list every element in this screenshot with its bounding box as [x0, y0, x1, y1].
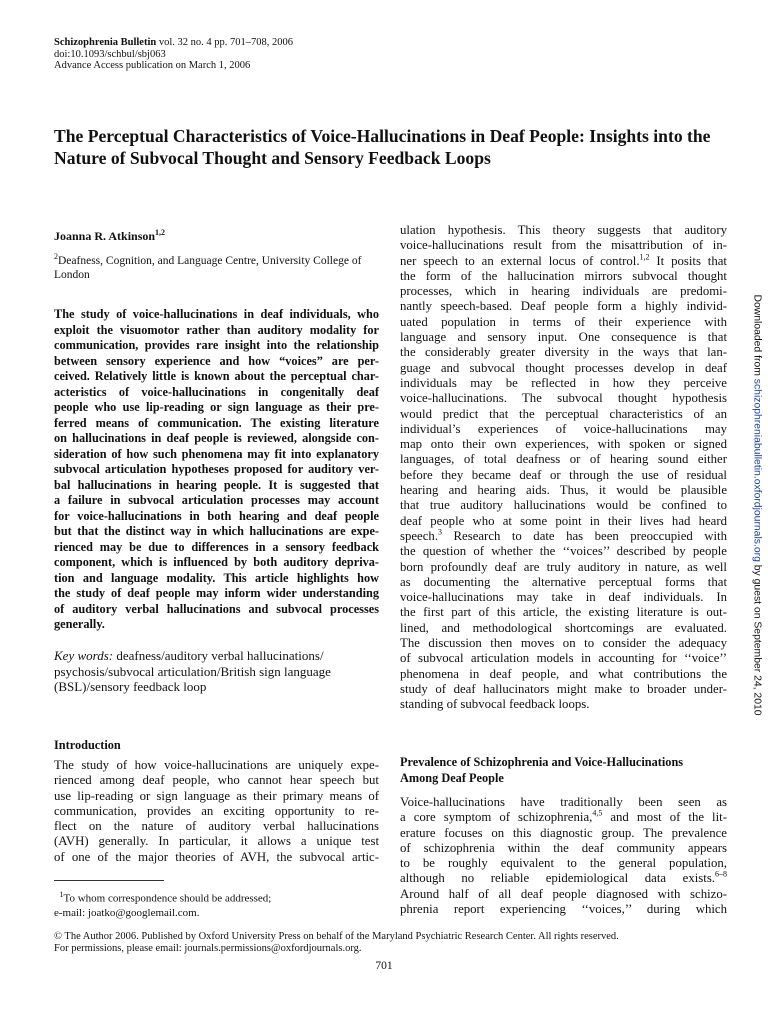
- body-line: to be roughly equivalent to the general population,: [400, 856, 727, 871]
- doi: doi:10.1093/schbul/sbj063: [54, 48, 166, 60]
- body-line: the considerably greater diversity in the ways that lan-: [400, 345, 727, 360]
- body-line-part: and most of the lit-: [602, 810, 727, 825]
- heading-line: Prevalence of Schizophrenia and Voice-Hallucinations: [400, 755, 684, 769]
- footnote-text: To whom correspondence should be addressed;: [63, 892, 272, 905]
- keywords-line: deafness/auditory verbal hallucinations/: [113, 648, 324, 663]
- intro-line: use lip-reading or sign language as their primary means of: [54, 788, 379, 803]
- body-line: hearing and hearing aids. Thus, it would be plausible: [400, 483, 727, 498]
- body-line: guage and subvocal thought processes develop in deaf: [400, 360, 727, 375]
- affiliation: [54, 250, 384, 282]
- abstract-line: sideration of how such phenomena may fit into explanatory: [54, 446, 379, 461]
- prevalence-body: [400, 795, 727, 917]
- author-name: Joanna R. Atkinson: [54, 229, 156, 243]
- copyright-line: © The Author 2006. Published by Oxford University Press on behalf of the Maryland Psychiatric Research Center. All rights reserved.: [54, 931, 619, 942]
- copyright-notice: [54, 931, 714, 955]
- abstract-line: of auditory verbal hallucinations and subvocal processes: [54, 601, 379, 616]
- body-line: Voice-hallucinations have traditionally been seen as: [400, 795, 727, 809]
- abstract-line: generally.: [54, 617, 105, 631]
- abstract-line: the study of deaf people may inform wider understanding: [54, 586, 379, 600]
- abstract-line: on hallucinations in deaf people is reviewed, alongside con-: [54, 431, 379, 445]
- download-suffix: by guest on September 24, 2010: [751, 561, 763, 716]
- body-line: ulation hypothesis. This theory suggests that auditory: [400, 223, 727, 237]
- intro-line: communication, provides an exciting opportunity to re-: [54, 803, 379, 818]
- abstract-line: tion and language modality. This article highlights how: [54, 570, 379, 585]
- journal-name: Schizophrenia Bulletin: [54, 37, 157, 48]
- body-line: [400, 871, 727, 886]
- section-heading-introduction: Introduction: [54, 738, 121, 752]
- introduction-body: [54, 758, 379, 865]
- keywords-line: psychosis/subvocal articulation/British sign language: [54, 663, 331, 679]
- download-notice: [748, 295, 766, 715]
- body-line: [400, 810, 727, 825]
- body-line: phenomena in deaf people, and what contributions the: [400, 666, 727, 681]
- abstract-line: exploit the visuomotor rather than auditory modality for: [54, 322, 379, 337]
- body-line-part: It posits that: [649, 253, 727, 268]
- abstract-line: rienced may be due to differences in a sensory feedback: [54, 539, 379, 554]
- body-line: deaf people who at some point in their lives had heard: [400, 513, 727, 528]
- reference-mark: 3: [438, 527, 443, 537]
- abstract-line: for voice-hallucinations in both hearing and deaf people: [54, 508, 379, 523]
- abstract-line: ferred means of communication. The existing literature: [54, 415, 379, 430]
- body-line: of subvocal articulation models in accounting for ‘‘voice’’: [400, 651, 727, 666]
- download-prefix: Downloaded from: [751, 294, 763, 379]
- body-line: voice-hallucinations result from the misattribution of in-: [400, 238, 727, 253]
- abstract-line: acteristics of voice-hallucinations in congenitally deaf: [54, 384, 379, 399]
- page-number: 701: [375, 960, 393, 972]
- body-line: nantly speech-based. Deaf people form a highly individ-: [400, 299, 727, 314]
- reference-mark: 1,2: [639, 252, 650, 262]
- body-line: of schizophrenia within the deaf community appears: [400, 840, 727, 855]
- footnote-rule: [54, 880, 164, 881]
- body-line: processes, which in hearing individuals are predomi-: [400, 284, 727, 299]
- journal-header: [54, 37, 293, 72]
- abstract: [54, 307, 379, 633]
- body-line-part: a core symptom of schizophrenia,: [400, 810, 593, 825]
- footnote: [54, 888, 384, 920]
- body-line: language and sensory input. One consequence is that: [400, 330, 727, 345]
- body-line: voice-hallucinations may take in deaf individuals. In: [400, 590, 727, 605]
- body-line: map onto their own experiences, with spoken or signed: [400, 437, 727, 452]
- intro-line: flect on the nature of auditory verbal hallucinations: [54, 819, 379, 834]
- abstract-line: people who use lip-reading or sign language as their pre-: [54, 400, 379, 414]
- abstract-line: bal hallucinations in hearing people. It is suggested that: [54, 477, 379, 492]
- body-line: study of deaf hallucinators might make to broader under-: [400, 681, 727, 696]
- affiliation-text: Deafness, Cognition, and Language Centre, University College of London: [54, 254, 362, 281]
- body-line: that true auditory hallucinations would be confined to: [400, 498, 727, 513]
- body-line-part: Research to date has been preoccupied with: [442, 528, 727, 543]
- body-line-part: speech.: [400, 528, 439, 543]
- access-date: Advance Access publication on March 1, 2006: [54, 60, 251, 71]
- intro-line: of one of the major theories of AVH, the subvocal artic-: [54, 849, 379, 864]
- citation: vol. 32 no. 4 pp. 701–708, 2006: [156, 37, 293, 48]
- reference-mark: 4,5: [592, 809, 603, 819]
- intro-line: (AVH) generally. In particular, it allows a unique test: [54, 834, 379, 849]
- body-line: individual’s experiences of voice-hallucinations may: [400, 421, 727, 436]
- body-line: [400, 254, 727, 269]
- body-line: individuals may be reflected in how they perceive: [400, 375, 727, 390]
- body-line: Around half of all deaf people diagnosed with schizo-: [400, 886, 727, 901]
- body-line-part: ner speech to an external locus of control.: [400, 253, 640, 268]
- heading-line: Among Deaf People: [400, 770, 504, 785]
- section-heading-prevalence: [400, 755, 727, 786]
- keywords-line: (BSL)/sensory feedback loop: [54, 679, 207, 694]
- body-line: before they became deaf or through the use of residual: [400, 467, 727, 482]
- body-line: uated population in terms of their experience with: [400, 314, 727, 329]
- body-line: the question of whether the ‘‘voices’’ described by people: [400, 544, 727, 559]
- intro-line: rienced among deaf people, who cannot hear speech but: [54, 773, 379, 788]
- affiliation-mark: 2: [54, 252, 58, 261]
- author-marks: 1,2: [155, 228, 166, 237]
- journal-site-link[interactable]: schizophreniabulletin.oxfordjournals.org: [751, 378, 763, 562]
- article-title: The Perceptual Characteristics of Voice-Hallucinations in Deaf People: Insights into the Nature of Subvocal Thought and Sensory Feedback Loops: [54, 126, 711, 168]
- intro-line: The study of how voice-hallucinations are uniquely expe-: [54, 758, 379, 772]
- body-line: The discussion then moves on to consider the adequacy: [400, 636, 727, 651]
- keywords: [54, 648, 379, 695]
- body-line: phrenia report experiencing ‘‘voices,’’ during which: [400, 902, 727, 917]
- footnote-mark: 1: [59, 890, 64, 899]
- abstract-line: The study of voice-hallucinations in deaf individuals, who: [54, 307, 379, 321]
- body-line: voice-hallucinations. The subvocal thought hypothesis: [400, 391, 727, 406]
- body-line: as documenting the alternative perceptual forms that: [400, 574, 727, 589]
- body-line-part: although no reliable epidemiological data exists.: [400, 871, 715, 886]
- body-line: would predict that the perceptual characteristics of an: [400, 406, 727, 421]
- abstract-line: but that the distinct way in which hallucinations are expe-: [54, 524, 379, 538]
- abstract-line: component, which is influenced by both auditory depriva-: [54, 555, 379, 569]
- body-line: lined, and methodological shortcomings are evaluated.: [400, 620, 727, 635]
- keywords-label: Key words:: [54, 648, 114, 663]
- permissions-line: For permissions, please email: journals.permissions@oxfordjournals.org.: [54, 943, 362, 954]
- body-line: the form of the hallucination mirrors subvocal thought: [400, 268, 727, 283]
- abstract-line: communication, provides rare insight into the relationship: [54, 338, 379, 352]
- body-line: [400, 529, 727, 544]
- abstract-line: a failure in subvocal articulation processes may account: [54, 493, 379, 507]
- abstract-line: ceived. Relatively little is known about the perceptual char-: [54, 369, 379, 383]
- abstract-line: subvocal articulation hypotheses proposed for auditory ver-: [54, 462, 379, 476]
- author: [54, 228, 165, 244]
- body-line: erature focuses on this diagnostic group. The prevalence: [400, 825, 727, 840]
- body-line: standing of subvocal feedback loops.: [400, 697, 590, 712]
- reference-mark: 6–8: [715, 870, 727, 880]
- body-line: born profoundly deaf are truly auditory in nature, as well: [400, 559, 727, 574]
- body-line: languages, of total deafness or of hearing sound either: [400, 452, 727, 467]
- right-column-body: [400, 223, 727, 713]
- footnote-email: e-mail: joatko@googlemail.com.: [54, 906, 200, 919]
- abstract-line: between sensory experience and how “voices” are per-: [54, 353, 379, 368]
- body-line: the first part of this article, the existing literature is out-: [400, 605, 727, 620]
